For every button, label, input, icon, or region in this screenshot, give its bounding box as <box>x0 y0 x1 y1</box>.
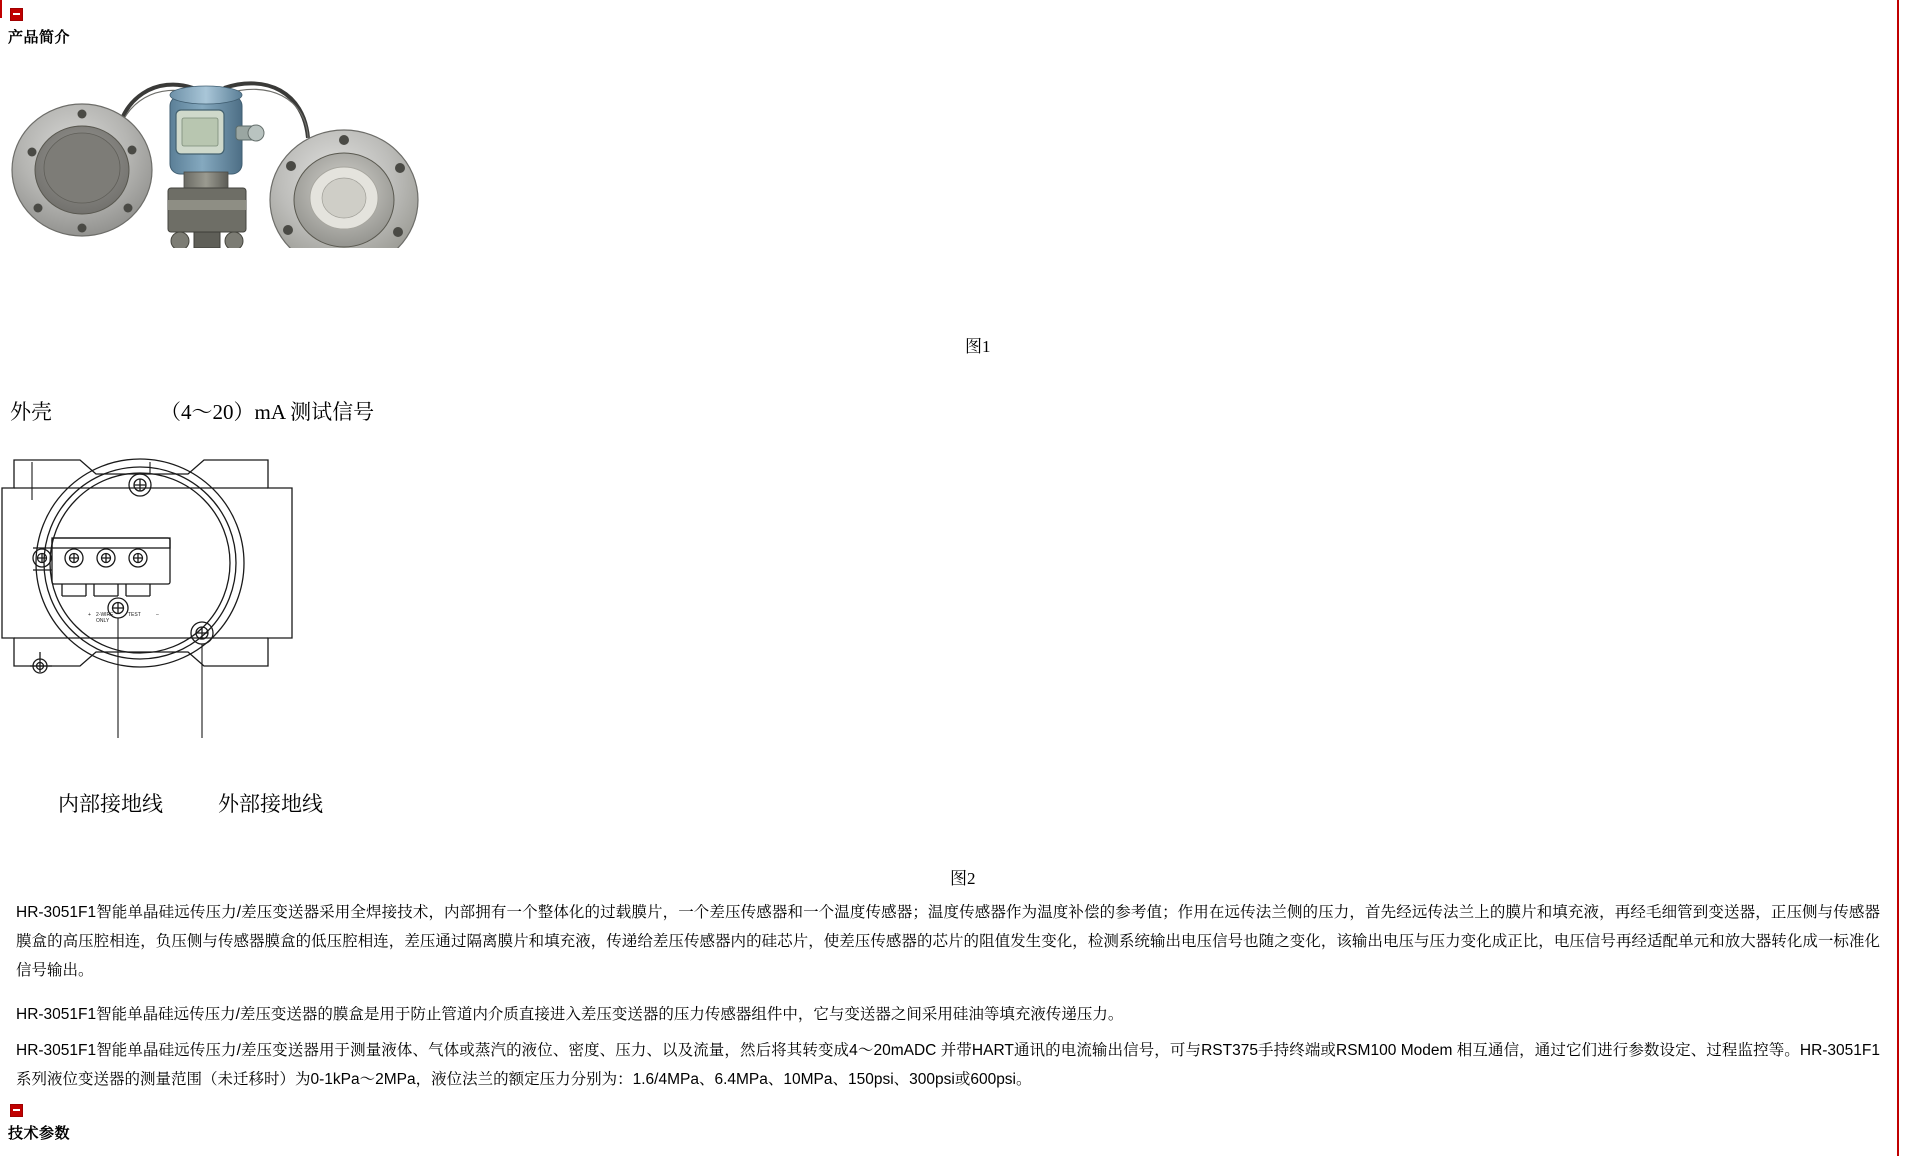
svg-text:2-WIRE: 2-WIRE <box>96 612 114 618</box>
section-marker-icon-2 <box>10 1104 23 1117</box>
svg-text:–: – <box>156 612 159 618</box>
section-heading-technical-parameters: 技术参数 <box>8 1125 71 1142</box>
paragraph-1: HR-3051F1智能单晶硅远传压力/差压变送器采用全焊接技术，内部拥有一个整体化的过载膜片，一个差压传感器和一个温度传感器；温度传感器作为温度补偿的参考值；作用在远传法兰侧的压力，首先经远传法兰上的膜片和填充液，再经毛细管到变送器，正压侧与传感器膜盒的高压腔相连，负压侧与传感器膜盒的低压腔相连，差压通过隔离膜片和填充液，传递给差压传感器内的硅芯片，使差压传感器的芯片的阻值发生变化，检测系统输出电压信号也随之变化，该输出电压与压力变化成正比，电压信号再经适配单元和放大器转化成一标准化信号输出。 <box>16 904 1880 979</box>
figure1-caption: 图1 <box>965 337 991 356</box>
paragraph-3: HR-3051F1智能单晶硅远传压力/差压变送器用于测量液体、气体或蒸汽的液位、密度、压力、以及流量，然后将其转变成4～20mADC 并带HART通讯的电流输出信号，可与RST375手持终端或RSM100 Modem 相互通信，通过它们进行参数设定、过程监控等。HR-3051F1系列液位变送器的测量范围（未迁移时）为0-1kPa～2MPa，液位法兰的额定压力分别为：1.6/4MPa、6.4MPa、10MPa、150psi、300psi或600psi。 <box>16 1042 1880 1088</box>
diagram-label-internal-ground: 内部接地线 <box>58 792 163 816</box>
right-accent-rule <box>1897 0 1899 1156</box>
figure2-caption: 图2 <box>950 869 976 888</box>
figure2-terminal-diagram <box>0 440 380 790</box>
left-accent-rule <box>0 0 2 18</box>
svg-text:ONLY: ONLY <box>96 618 110 624</box>
diagram-label-external-ground: 外部接地线 <box>218 792 323 816</box>
diagram-label-housing: 外壳 <box>10 400 52 424</box>
svg-text:+: + <box>88 612 91 618</box>
figure1-product-photo <box>8 48 508 244</box>
section-heading-product-intro: 产品简介 <box>8 29 71 46</box>
section-marker-icon <box>10 8 23 21</box>
paragraph-2: HR-3051F1智能单晶硅远传压力/差压变送器的膜盒是用于防止管道内介质直接进入差压变送器的压力传感器组件中，它与变送器之间采用硅油等填充液传递压力。 <box>16 1006 1124 1023</box>
svg-text:TEST: TEST <box>128 612 141 618</box>
diagram-label-test-signal: （4～20）mA 测试信号 <box>160 400 375 424</box>
